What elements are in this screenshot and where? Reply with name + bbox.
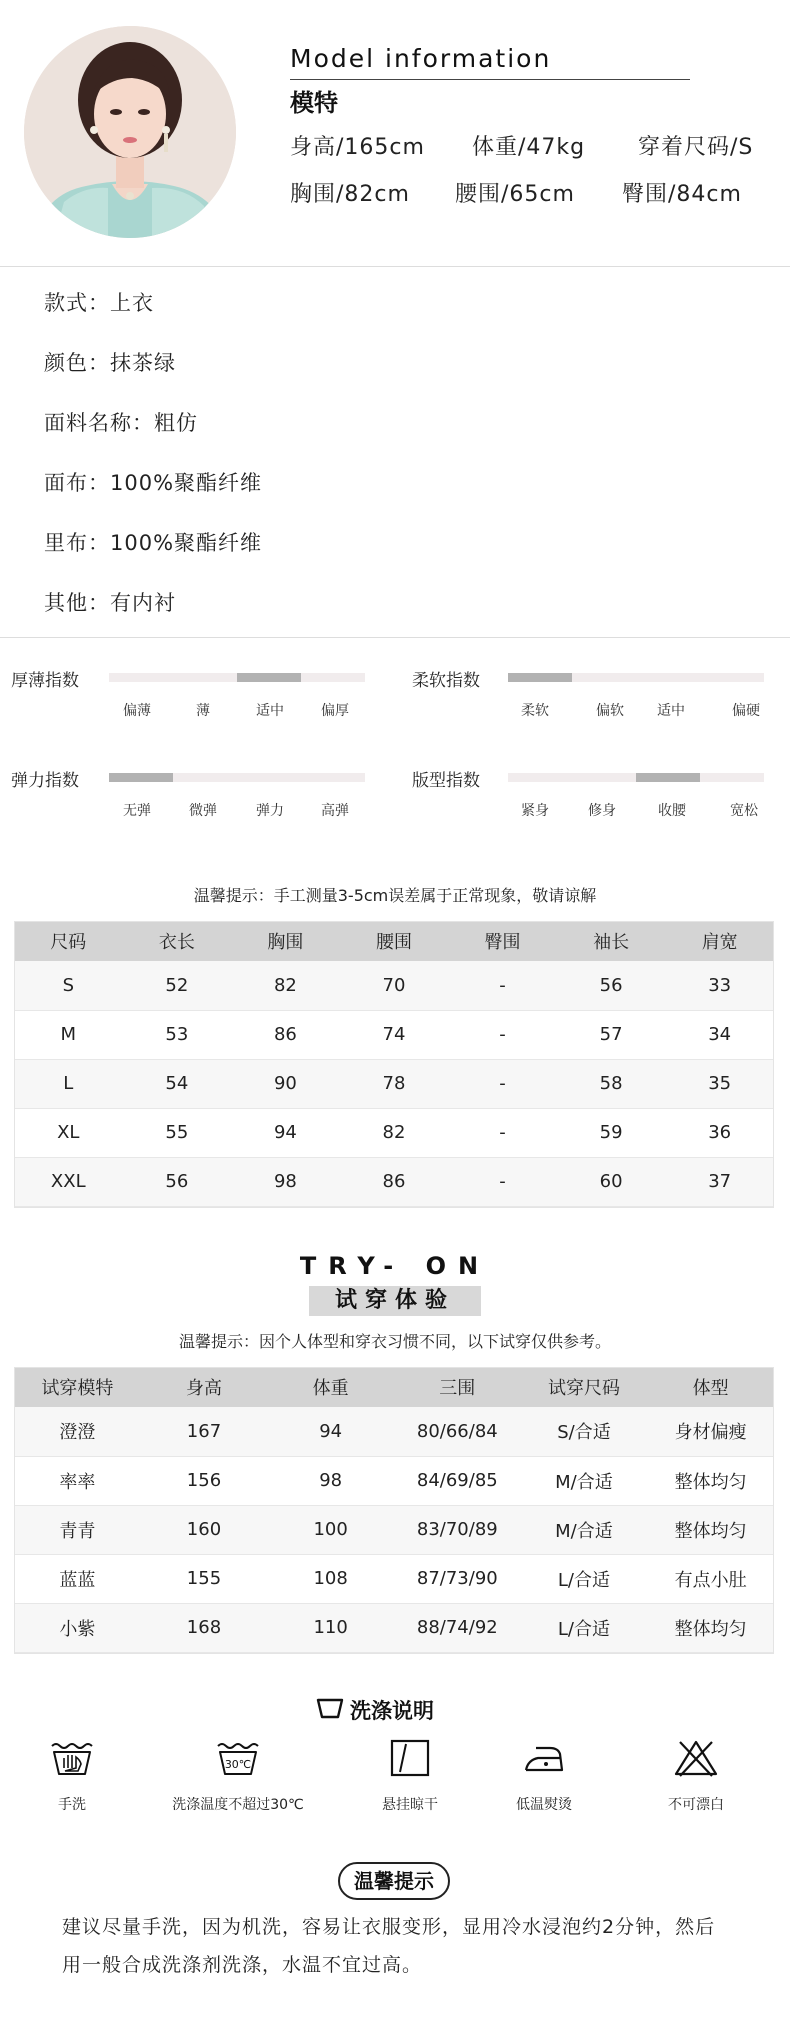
table-cell: 37 [665,1157,774,1206]
try-col-header: 试穿尺码 [521,1367,648,1407]
table-cell: 60 [557,1157,666,1206]
index-label-softness: 柔软指数 [412,671,480,691]
table-cell: 36 [665,1108,774,1157]
table-cell: 整体均匀 [647,1456,774,1505]
table-cell: 94 [231,1108,340,1157]
model-hip: 臀围/84cm [622,182,742,207]
table-cell: 100 [267,1505,394,1554]
index-option: 修身 [588,803,616,819]
model-bust: 胸围/82cm [290,182,410,207]
index-option: 柔软 [521,703,549,719]
index-option: 高弹 [321,803,349,819]
table-cell: 56 [123,1157,232,1206]
table-cell: - [448,1108,557,1157]
attr-fabric-name: 面料名称：粗仿 [44,411,198,435]
try-on-table [14,1367,774,1653]
table-cell: 110 [267,1603,394,1652]
table-cell: 53 [123,1010,232,1059]
size-col-header: 尺码 [14,921,123,961]
table-cell: 34 [665,1010,774,1059]
index-option: 无弹 [123,803,151,819]
low-iron-label: 低温熨烫 [516,1797,572,1813]
model-title-cn: 模特 [290,89,338,117]
no-bleach-label: 不可漂白 [668,1797,724,1813]
index-option: 弹力 [256,803,284,819]
table-cell: 33 [665,961,774,1010]
table-cell: 74 [340,1010,449,1059]
table-cell: 168 [141,1603,268,1652]
table-cell: L [14,1059,123,1108]
table-cell: S [14,961,123,1010]
index-track-elasticity [109,773,365,782]
model-height: 身高/165cm [290,135,425,160]
index-option: 微弹 [189,803,217,819]
size-table-notice: 温馨提示：手工测量3-5cm误差属于正常现象，敬请谅解 [193,886,597,905]
index-fill-elasticity [109,773,173,782]
index-option: 薄 [196,703,210,719]
table-cell: 58 [557,1059,666,1108]
index-option: 适中 [256,703,284,719]
table-cell: - [448,1059,557,1108]
table-cell: - [448,1010,557,1059]
table-cell: 155 [141,1554,268,1603]
table-cell: 56 [557,961,666,1010]
table-cell: 156 [141,1456,268,1505]
table-cell: 55 [123,1108,232,1157]
table-cell: 83/70/89 [394,1505,521,1554]
section-divider [0,266,790,267]
try-row [14,1603,774,1652]
hand-wash-label: 手洗 [58,1797,86,1813]
try-col-header: 体重 [267,1367,394,1407]
size-row-m [14,1010,774,1059]
attr-outer-fabric: 面布：100%聚酯纤维 [44,471,263,495]
model-title-underline [290,79,690,80]
attr-other: 其他：有内衬 [44,591,176,615]
index-option: 偏软 [596,703,624,719]
index-option: 适中 [657,703,685,719]
size-col-header: 胸围 [231,921,340,961]
size-row-l [14,1059,774,1108]
try-on-table-header [14,1367,774,1407]
try-col-header: 三围 [394,1367,521,1407]
size-col-header: 衣长 [123,921,232,961]
try-on-title-en: TRY- ON [299,1252,491,1280]
index-option: 收腰 [658,803,686,819]
wash-30-icon [214,1738,262,1778]
wash-basin-icon [316,1696,344,1720]
table-cell: L/合适 [521,1603,648,1652]
table-cell: L/合适 [521,1554,648,1603]
warm-tips-badge: 温馨提示 [338,1862,450,1900]
attr-color: 颜色：抹茶绿 [44,351,176,375]
table-cell: 80/66/84 [394,1407,521,1456]
size-row-xxl [14,1157,774,1206]
table-cell: 86 [340,1157,449,1206]
try-row [14,1407,774,1456]
table-cell: M/合适 [521,1456,648,1505]
size-col-header: 腰围 [340,921,449,961]
table-cell: - [448,1157,557,1206]
table-cell: 蓝蓝 [14,1554,141,1603]
table-cell: 86 [231,1010,340,1059]
hang-dry-icon [386,1738,434,1778]
model-photo [24,26,236,238]
try-col-header: 身高 [141,1367,268,1407]
table-cell: 90 [231,1059,340,1108]
table-cell: 有点小肚 [647,1554,774,1603]
try-col-header: 体型 [647,1367,774,1407]
table-cell: 整体均匀 [647,1603,774,1652]
table-cell: 澄澄 [14,1407,141,1456]
index-fill-thickness [237,673,301,682]
table-cell: XXL [14,1157,123,1206]
table-cell: 整体均匀 [647,1505,774,1554]
tips-line-1: 建议尽量手洗，因为机洗，容易让衣服变形，显用冷水浸泡约2分钟，然后 [62,1916,716,1938]
low-iron-icon [520,1738,568,1778]
size-col-header: 臀围 [448,921,557,961]
table-cell: 57 [557,1010,666,1059]
table-cell: 35 [665,1059,774,1108]
table-cell: 小紫 [14,1603,141,1652]
index-option: 偏硬 [732,703,760,719]
table-cell: 82 [231,961,340,1010]
index-option: 偏厚 [321,703,349,719]
tips-line-2: 用一般合成洗涤剂洗涤，水温不宜过高。 [62,1954,423,1976]
hand-wash-icon [48,1738,96,1778]
table-cell: 82 [340,1108,449,1157]
try-row [14,1456,774,1505]
size-table-header [14,921,774,961]
section-divider [0,637,790,638]
table-cell: 84/69/85 [394,1456,521,1505]
index-track-fit [508,773,764,782]
table-cell: 70 [340,961,449,1010]
table-cell: 108 [267,1554,394,1603]
size-table [14,921,774,1207]
try-on-title-cn: 试穿体验 [334,1288,455,1313]
attr-lining: 里布：100%聚酯纤维 [44,531,263,555]
table-cell: 青青 [14,1505,141,1554]
table-cell: 59 [557,1108,666,1157]
table-cell: 98 [231,1157,340,1206]
table-cell: 88/74/92 [394,1603,521,1652]
index-label-elasticity: 弹力指数 [11,771,79,791]
try-row [14,1554,774,1603]
model-weight: 体重/47kg [472,135,586,160]
table-cell: 167 [141,1407,268,1456]
model-size: 穿着尺码/S [638,135,754,160]
table-cell: 94 [267,1407,394,1456]
model-title-en: Model information [290,44,552,73]
index-fill-softness [508,673,572,682]
size-col-header: 肩宽 [665,921,774,961]
wash-temp-label: 洗涤温度不超过30℃ [172,1797,304,1813]
try-row [14,1505,774,1554]
table-cell: 52 [123,961,232,1010]
table-cell: XL [14,1108,123,1157]
table-cell: 160 [141,1505,268,1554]
table-cell: 身材偏瘦 [647,1407,774,1456]
table-cell: S/合适 [521,1407,648,1456]
model-waist: 腰围/65cm [455,182,575,207]
try-on-notice: 温馨提示：因个人体型和穿衣习惯不同，以下试穿仅供参考。 [178,1332,611,1351]
size-row-s [14,961,774,1010]
index-option: 紧身 [521,803,549,819]
attr-style: 款式：上衣 [44,291,154,315]
table-cell: 78 [340,1059,449,1108]
no-bleach-icon [672,1738,720,1778]
table-cell: 率率 [14,1456,141,1505]
index-track-thickness [109,673,365,682]
index-option: 偏薄 [123,703,151,719]
try-on-title-badge [309,1286,481,1316]
table-cell: 87/73/90 [394,1554,521,1603]
table-cell: 54 [123,1059,232,1108]
index-label-fit: 版型指数 [412,771,480,791]
table-cell: - [448,961,557,1010]
wash-temp-text: 30℃ [224,1758,252,1771]
index-fill-fit [636,773,700,782]
table-cell: M [14,1010,123,1059]
index-track-softness [508,673,764,682]
table-cell: 98 [267,1456,394,1505]
size-row-xl [14,1108,774,1157]
table-cell: M/合适 [521,1505,648,1554]
washing-title: 洗涤说明 [350,1699,434,1723]
index-option: 宽松 [730,803,758,819]
hang-dry-label: 悬挂晾干 [382,1797,438,1813]
index-label-thickness: 厚薄指数 [11,671,79,691]
try-col-header: 试穿模特 [14,1367,141,1407]
size-col-header: 袖长 [557,921,666,961]
